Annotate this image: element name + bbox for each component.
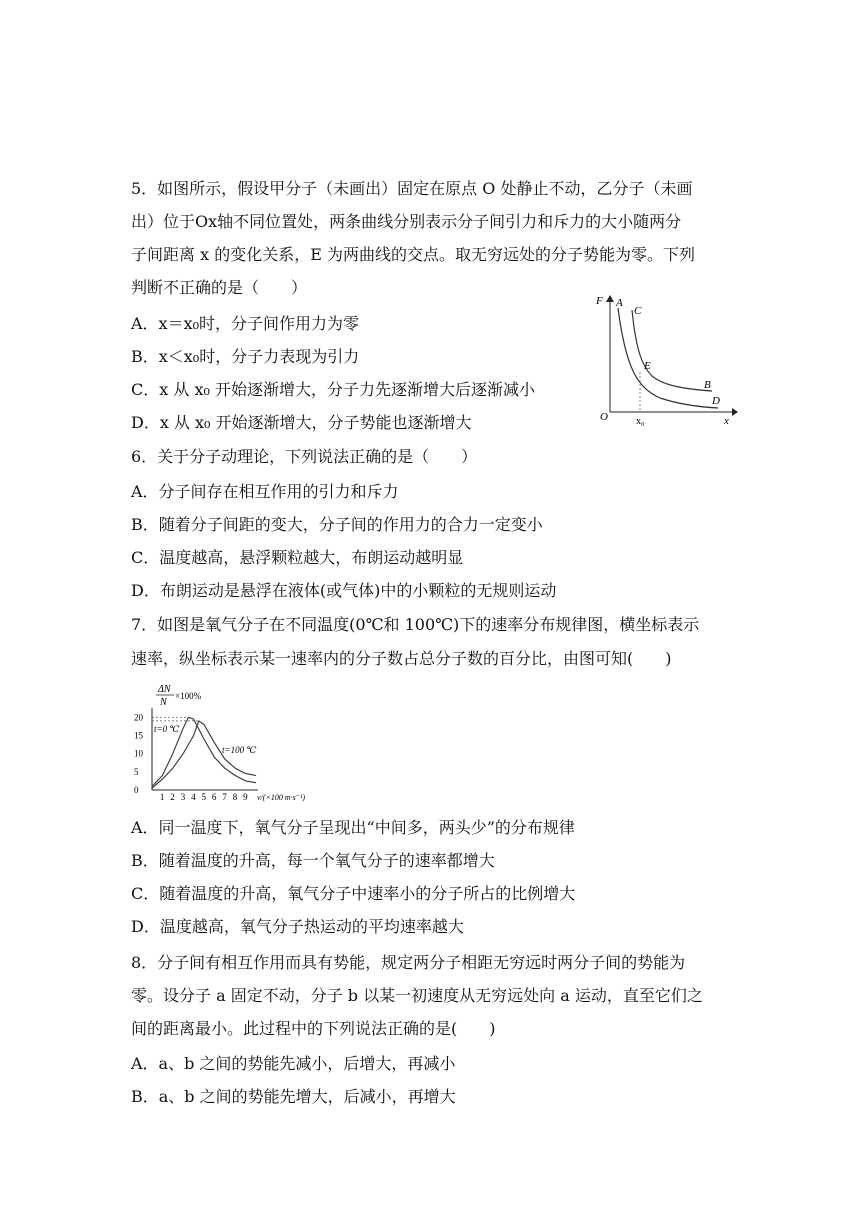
q7-y-tick-label: 10	[134, 748, 143, 759]
q5-label-x: x	[724, 415, 729, 427]
q7-y-tick-label: 15	[134, 730, 143, 741]
q6-stem-line-1: 6．关于分子动理论，下列说法正确的是（ ）	[131, 447, 478, 466]
q7-x-axis-label: v/(×100 m·s⁻¹)	[257, 793, 306, 802]
q5-curve-cb	[632, 310, 712, 391]
q8-stem-line-1: 8．分子间有相互作用而具有势能，规定两分子相距无穷远时两分子间的势能为	[131, 953, 686, 972]
q6-option-a: A．分子间存在相互作用的引力和斥力	[131, 482, 399, 501]
q5-label-e: E	[644, 360, 651, 372]
q7-y-tick-label: 0	[134, 785, 139, 795]
q7-x-tick-label: 8	[232, 792, 238, 802]
q7-option-b: B．随着温度的升高，每一个氧气分子的速率都增大	[131, 851, 495, 870]
q5-option-c: C．x 从 x₀ 开始逐渐增大，分子力先逐渐增大后逐渐减小	[131, 380, 535, 399]
q5-label-d: D	[712, 395, 720, 407]
q7-y-tick-label: 5	[134, 766, 139, 777]
q5-stem-line-3: 子间距离 x 的变化关系，E 为两曲线的交点。取无穷远处的分子势能为零。下列	[131, 245, 695, 264]
q5-option-a: A．x＝x₀时，分子间作用力为零	[131, 314, 360, 333]
q6-option-b: B．随着分子间距的变大，分子间的作用力的合力一定变小	[131, 515, 543, 534]
q7-x-tick-label: 4	[191, 792, 196, 802]
q8-stem-line-2: 零。设分子 a 固定不动，分子 b 以某一初速度从无穷远处向 a 运动，直至它们之	[131, 986, 703, 1005]
q8-option-b: B．a、b 之间的势能先增大，后减小，再增大	[131, 1087, 456, 1106]
q5-option-b: B．x＜x₀时，分子力表现为引力	[131, 347, 360, 366]
q5-x-arrow	[732, 408, 738, 416]
q6-option-d: D．布朗运动是悬浮在液体(或气体)中的小颗粒的无规则运动	[131, 581, 557, 600]
q5-force-figure	[590, 290, 740, 434]
q5-label-a: A	[616, 297, 623, 309]
q7-stem-line-2: 速率，纵坐标表示某一速率内的分子数占总分子数的百分比，由图可知( )	[131, 649, 672, 668]
q7-x-tick-label: 3	[180, 792, 186, 802]
q7-y-tick-label: 20	[134, 712, 143, 723]
q7-x-tick-label: 9	[243, 792, 248, 802]
q7-x-tick-label: 7	[222, 792, 227, 802]
q5-y-arrow	[606, 295, 614, 302]
q7-option-c: C．随着温度的升高，氧气分子中速率小的分子所占的比例增大	[131, 884, 576, 903]
q5-stem-line-4: 判断不正确的是（ ）	[131, 278, 308, 297]
q8-stem-line-3: 间的距离最小。此过程中的下列说法正确的是( )	[131, 1019, 496, 1038]
q7-x-tick-label: 1	[159, 792, 165, 802]
q7-stem-line-1: 7．如图是氧气分子在不同温度(0℃和 100℃)下的速率分布规律图，横坐标表示	[131, 615, 700, 634]
q7-x-tick-label: 2	[170, 792, 175, 802]
q7-series-label-1: t=0 ℃	[154, 724, 180, 734]
q7-ylabel-numerator: ΔN	[158, 684, 171, 695]
q5-label-x0: x₀	[636, 416, 645, 427]
q8-option-a: A．a、b 之间的势能先减小，后增大，再减小	[131, 1054, 456, 1073]
q5-label-c: C	[634, 305, 642, 317]
q7-series-label-2: t=100 ℃	[222, 745, 257, 755]
q7-speed-distribution-chart	[130, 680, 335, 812]
q7-ylabel-denominator: N	[160, 697, 167, 708]
q7-ylabel-suffix: ×100%	[175, 691, 202, 701]
q5-label-b: B	[704, 379, 711, 391]
q5-label-f: F	[596, 295, 603, 307]
q7-x-tick-label: 5	[201, 792, 206, 802]
q5-stem-line-1: 5．如图所示，假设甲分子（未画出）固定在原点 O 处静止不动，乙分子（未画	[131, 179, 693, 198]
q7-option-d: D．温度越高，氧气分子热运动的平均速率越大	[131, 917, 464, 936]
q5-label-o: O	[600, 411, 608, 423]
q6-option-c: C．温度越高，悬浮颗粒越大，布朗运动越明显	[131, 548, 464, 567]
q5-option-d: D．x 从 x₀ 开始逐渐增大，分子势能也逐渐增大	[131, 413, 472, 432]
q7-x-tick-label: 6	[211, 792, 217, 802]
q7-option-a: A．同一温度下，氧气分子呈现出“中间多，两头少”的分布规律	[131, 818, 575, 837]
q5-stem-line-2: 出）位于Ox轴不同位置处，两条曲线分别表示分子间引力和斥力的大小随两分	[131, 212, 682, 231]
